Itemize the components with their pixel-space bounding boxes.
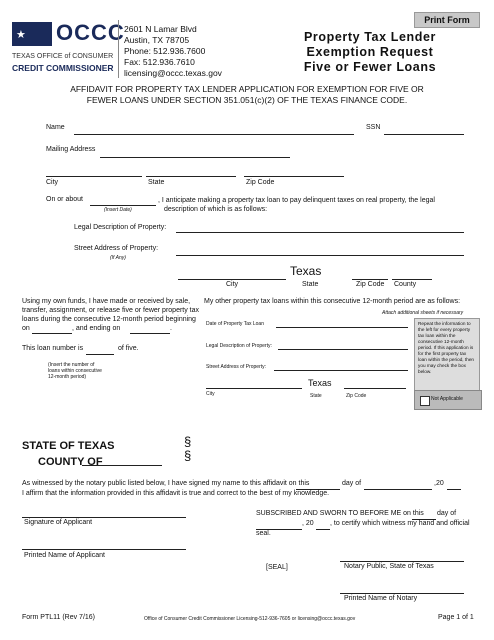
state-label: State [148, 179, 165, 186]
phone: Phone: 512.936.7600 [124, 46, 206, 56]
section-symbol: § [184, 434, 192, 449]
printed-name-applicant-label: Printed Name of Applicant [24, 552, 105, 559]
county-field[interactable] [392, 279, 432, 280]
seal-label: [SEAL] [266, 564, 288, 571]
insert-date-field[interactable] [90, 205, 156, 206]
insert-date-note: (Insert Date) [104, 207, 132, 213]
date-loan-field[interactable] [276, 327, 408, 328]
period-end-field[interactable] [130, 333, 170, 334]
county-label: County [394, 281, 417, 288]
date-loan-label: Date of Property Tax Loan [206, 321, 264, 327]
legal-description-label: Legal Description of Property: [74, 224, 167, 231]
zip-field[interactable] [244, 176, 344, 177]
loan-number-field[interactable] [86, 354, 114, 355]
city-label: City [46, 179, 59, 186]
attach-note: Attach additional sheets if necessary [382, 310, 464, 316]
texas-flag-icon: ★ [12, 22, 52, 46]
street-field[interactable] [274, 370, 408, 371]
notary-signature-field[interactable] [340, 561, 464, 562]
insert-number-note: (Insert the number of loans within consecutive 12-month period) [48, 362, 102, 380]
anticipate-text-2: description of which is as follows: [164, 206, 268, 213]
fax: Fax: 512.936.7610 [124, 57, 195, 67]
county-of-field[interactable] [82, 465, 162, 466]
mailing-address-field[interactable] [100, 157, 290, 158]
section-symbol: § [184, 448, 192, 463]
name-field[interactable] [74, 134, 354, 135]
state-texas: Texas [290, 264, 322, 278]
print-form-button[interactable]: Print Form [414, 12, 480, 28]
signature-label: Signature of Applicant [24, 519, 93, 526]
affidavit-heading: AFFIDAVIT FOR PROPERTY TAX LENDER APPLICATION FOR EXEMPTION FOR FIVE OR FEWER LOANS UNDER SECTION 351.051(c)(2) OF THE TEXAS FINANCE CODE. [70, 84, 424, 105]
period-start-field[interactable] [32, 333, 72, 334]
anticipate-text: , I anticipate making a property tax loan to pay delinquent taxes on real property, the legal [158, 197, 435, 204]
zip-label-3: Zip Code [346, 393, 367, 399]
org-line-2: CREDIT COMMISSIONER [12, 63, 114, 73]
if-any-note: (If Any) [110, 255, 126, 261]
street-address-field[interactable] [176, 255, 464, 256]
city-label-3: City [206, 391, 215, 397]
state-label-3: State [310, 393, 322, 399]
name-label: Name [46, 124, 65, 131]
form-title: Property Tax Lender Exemption Request Five or Fewer Loans [303, 30, 437, 74]
state-field[interactable] [146, 176, 236, 177]
loan-number-label: This loan number is [22, 345, 84, 352]
witnessed-text: As witnessed by the notary public listed below, I have signed my name to this affidavit on this [22, 480, 310, 487]
witness-month-field[interactable] [364, 489, 432, 490]
street-label: Street Address of Property: [206, 364, 267, 370]
other-loans-heading: My other property tax loans within this consecutive 12-month period are as follows: [204, 298, 461, 305]
subscribed-text: SUBSCRIBED AND SWORN TO BEFORE ME on this [256, 510, 424, 517]
org-line-1: TEXAS OFFICE of CONSUMER [12, 53, 114, 60]
zip-label: Zip Code [246, 179, 275, 186]
printed-name-notary-label: Printed Name of Notary [344, 595, 418, 602]
county-of: COUNTY OF [38, 456, 103, 468]
street-address-label: Street Address of Property: [74, 245, 159, 252]
state-of-texas: STATE OF TEXAS [22, 440, 115, 452]
page-number: Page 1 of 1 [438, 614, 474, 621]
address-line: 2601 N Lamar Blvd [124, 24, 197, 34]
of-five-label: of five. [118, 345, 139, 352]
not-applicable-label: Not Applicable [431, 396, 463, 402]
affirm-text: I affirm that the information provided in this affidavit is true and correct to the best of my knowledge. [22, 490, 330, 497]
legal-description-field[interactable] [176, 232, 464, 233]
on-or-about-label: On or about [46, 196, 83, 203]
not-applicable-area [414, 390, 482, 410]
footer-contact: Office of Consumer Credit Commissioner Licensing-512-936-7605 or licensing@occc.texas.gov [144, 616, 356, 622]
email: licensing@occc.texas.gov [124, 68, 222, 78]
zip-field-3[interactable] [344, 388, 406, 389]
ssn-label: SSN [366, 124, 381, 131]
logo-text: OCCC [56, 20, 125, 45]
city-field[interactable] [46, 176, 142, 177]
zip-label-2: Zip Code [356, 281, 385, 288]
witness-year-field[interactable] [447, 489, 461, 490]
legal-desc-label: Legal Description of Property: [206, 343, 272, 349]
state-texas-2: Texas [308, 378, 332, 388]
form-number: Form PTL11 (Rev 7/16) [22, 614, 96, 621]
not-applicable-checkbox[interactable] [420, 396, 430, 406]
address-line: Austin, TX 78705 [124, 35, 190, 45]
zip-field-2[interactable] [352, 279, 388, 280]
sworn-year-field[interactable] [316, 529, 330, 530]
city-field-3[interactable] [206, 388, 302, 389]
city-label-2: City [226, 281, 239, 288]
state-label-2: State [302, 281, 319, 288]
legal-desc-field[interactable] [278, 349, 408, 350]
notary-public-label: Notary Public, State of Texas [344, 563, 434, 570]
ssn-field[interactable] [384, 134, 464, 135]
mailing-address-label: Mailing Address [46, 146, 96, 153]
repeat-info-note: Repeat the information to the left for every property tax loan within the consecutive 12-month period. If this application is for the first property tax loan within the period, then you may check the box below. [414, 318, 480, 408]
signature-field[interactable] [22, 517, 186, 518]
printed-name-applicant-field[interactable] [22, 549, 186, 550]
city-field-2[interactable] [178, 279, 286, 280]
printed-name-notary-field[interactable] [340, 593, 464, 594]
